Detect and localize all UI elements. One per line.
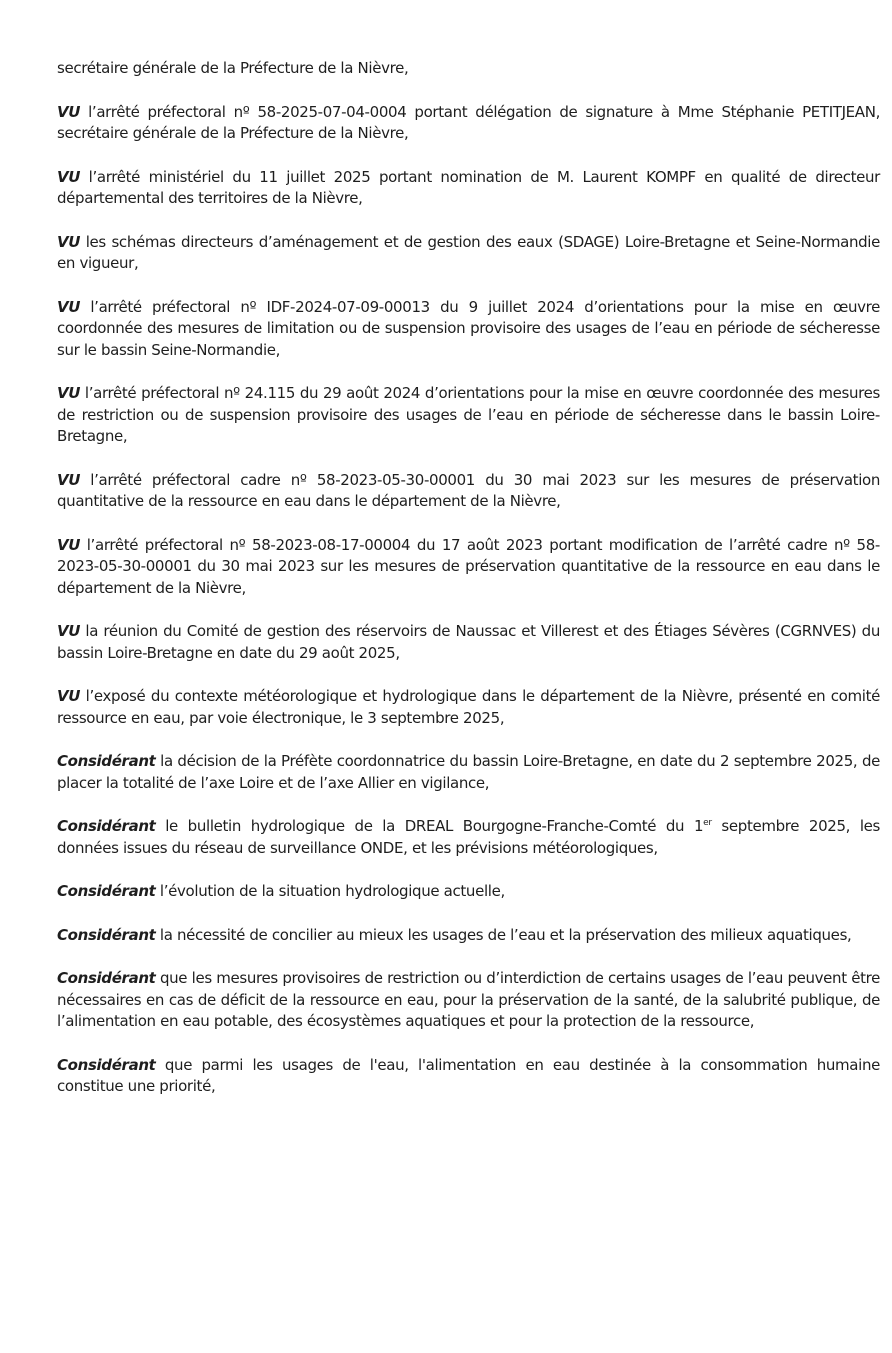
paragraph-lead: Considérant: [57, 882, 156, 900]
paragraph-text: le bulletin hydrologique de la DREAL Bourgogne-Franche-Comté du 1: [155, 817, 704, 835]
paragraph-lead: VU: [57, 384, 81, 402]
considerant-paragraph: [57, 751, 880, 794]
paragraph-text: l’arrêté préfectoral nº IDF-2024-07-09-00013 du 9 juillet 2024 d’orientations pour la mise en œuvre coordonnée des mesures de limitation ou de suspension provisoire des usages de l’eau en période de sécheresse sur le bassin Seine-Normandie,: [57, 297, 880, 359]
paragraph-text: que parmi les usages de l'eau, l'alimentation en eau destinée à la consommation humaine constitue une priorité,: [57, 1055, 880, 1095]
paragraph-text: l’évolution de la situation hydrologique actuelle,: [155, 882, 505, 900]
considerant-paragraph: [57, 968, 880, 1033]
paragraph-lead: Considérant: [57, 969, 156, 987]
paragraph-text: l’exposé du contexte météorologique et hydrologique dans le département de la Nièvre, présenté en comité ressource en eau, par voie électronique, le 3 septembre 2025,: [57, 687, 880, 727]
paragraph-text-continued: septembre 2025, les données issues du réseau de surveillance ONDE, et les prévisions météorologiques,: [57, 817, 880, 857]
vu-paragraph: [57, 102, 880, 145]
vu-paragraph: [57, 167, 880, 210]
vu-paragraph: [57, 535, 880, 600]
paragraph-text: la réunion du Comité de gestion des réservoirs de Naussac et Villerest et des Étiages Sévères (CGRNVES) du bassin Loire-Bretagne en date du 29 août 2025,: [57, 622, 880, 662]
paragraph-text: l’arrêté ministériel du 11 juillet 2025 portant nomination de M. Laurent KOMPF en qualité de directeur départemental des territoires de la Nièvre,: [57, 167, 880, 207]
considerant-paragraph: [57, 881, 880, 903]
opening-line: secrétaire générale de la Préfecture de la Nièvre,: [57, 59, 409, 77]
paragraph-lead: Considérant: [57, 1055, 156, 1074]
paragraph-lead: VU: [57, 622, 81, 640]
paragraph-lead: Considérant: [57, 752, 156, 770]
vu-paragraph: [57, 470, 880, 513]
paragraph-text: la décision de la Préfète coordonnatrice du bassin Loire-Bretagne, en date du 2 septembre 2025, de placer la totalité de l’axe Loire et de l’axe Allier en vigilance,: [57, 752, 880, 792]
paragraph-lead: Considérant: [57, 817, 156, 835]
considerant-paragraph: [57, 816, 880, 859]
paragraph-lead: VU: [57, 535, 81, 554]
paragraph-lead: VU: [57, 297, 81, 316]
paragraph-text: l’arrêté préfectoral nº 24.115 du 29 août 2024 d’orientations pour la mise en œuvre coordonnée des mesures de restriction ou de suspension provisoire des usages de l’eau en période de sécheresse dans le bassin Loire-Bretagne,: [57, 384, 880, 445]
paragraph-text: la nécessité de concilier au mieux les usages de l’eau et la préservation des milieux aquatiques,: [155, 925, 852, 944]
vu-paragraph: [57, 297, 880, 362]
vu-paragraph: [57, 232, 880, 275]
document-page: [57, 58, 880, 1120]
vu-paragraph: [57, 686, 880, 729]
vu-paragraph: [57, 621, 880, 664]
paragraph-lead: VU: [57, 232, 81, 251]
considerant-paragraph: [57, 1055, 880, 1098]
considerant-paragraph: [57, 925, 880, 947]
paragraph-lead: VU: [57, 102, 81, 121]
paragraph-text: l’arrêté préfectoral nº 58-2023-08-17-00004 du 17 août 2023 portant modification de l’arrêté cadre nº 58-2023-05-30-00001 du 30 mai 2023 sur les mesures de préservation quantitative de la ressource en eau dans le département de la Nièvre,: [57, 535, 880, 597]
superscript-er: er: [703, 818, 712, 828]
paragraph-lead: VU: [57, 687, 81, 705]
paragraph-lead: VU: [57, 470, 81, 489]
vu-paragraph: [57, 383, 880, 448]
paragraph-text: l’arrêté préfectoral nº 58-2025-07-04-0004 portant délégation de signature à Mme Stéphanie PETITJEAN, secrétaire générale de la Préfecture de la Nièvre,: [57, 102, 880, 142]
paragraph-text: que les mesures provisoires de restriction ou d’interdiction de certains usages de l’eau peuvent être nécessaires en cas de déficit de la ressource en eau, pour la préservation de la santé, de la salubrité publique, de l’alimentation en eau potable, des écosystèmes aquatiques et pour la protection de la ressource,: [57, 969, 880, 1030]
paragraph-text: les schémas directeurs d’aménagement et de gestion des eaux (SDAGE) Loire-Bretagne et Seine-Normandie en vigueur,: [57, 232, 880, 272]
paragraph-text: l’arrêté préfectoral cadre nº 58-2023-05-30-00001 du 30 mai 2023 sur les mesures de préservation quantitative de la ressource en eau dans le département de la Nièvre,: [57, 470, 880, 510]
paragraph-lead: VU: [57, 167, 81, 186]
paragraph-lead: Considérant: [57, 925, 156, 944]
